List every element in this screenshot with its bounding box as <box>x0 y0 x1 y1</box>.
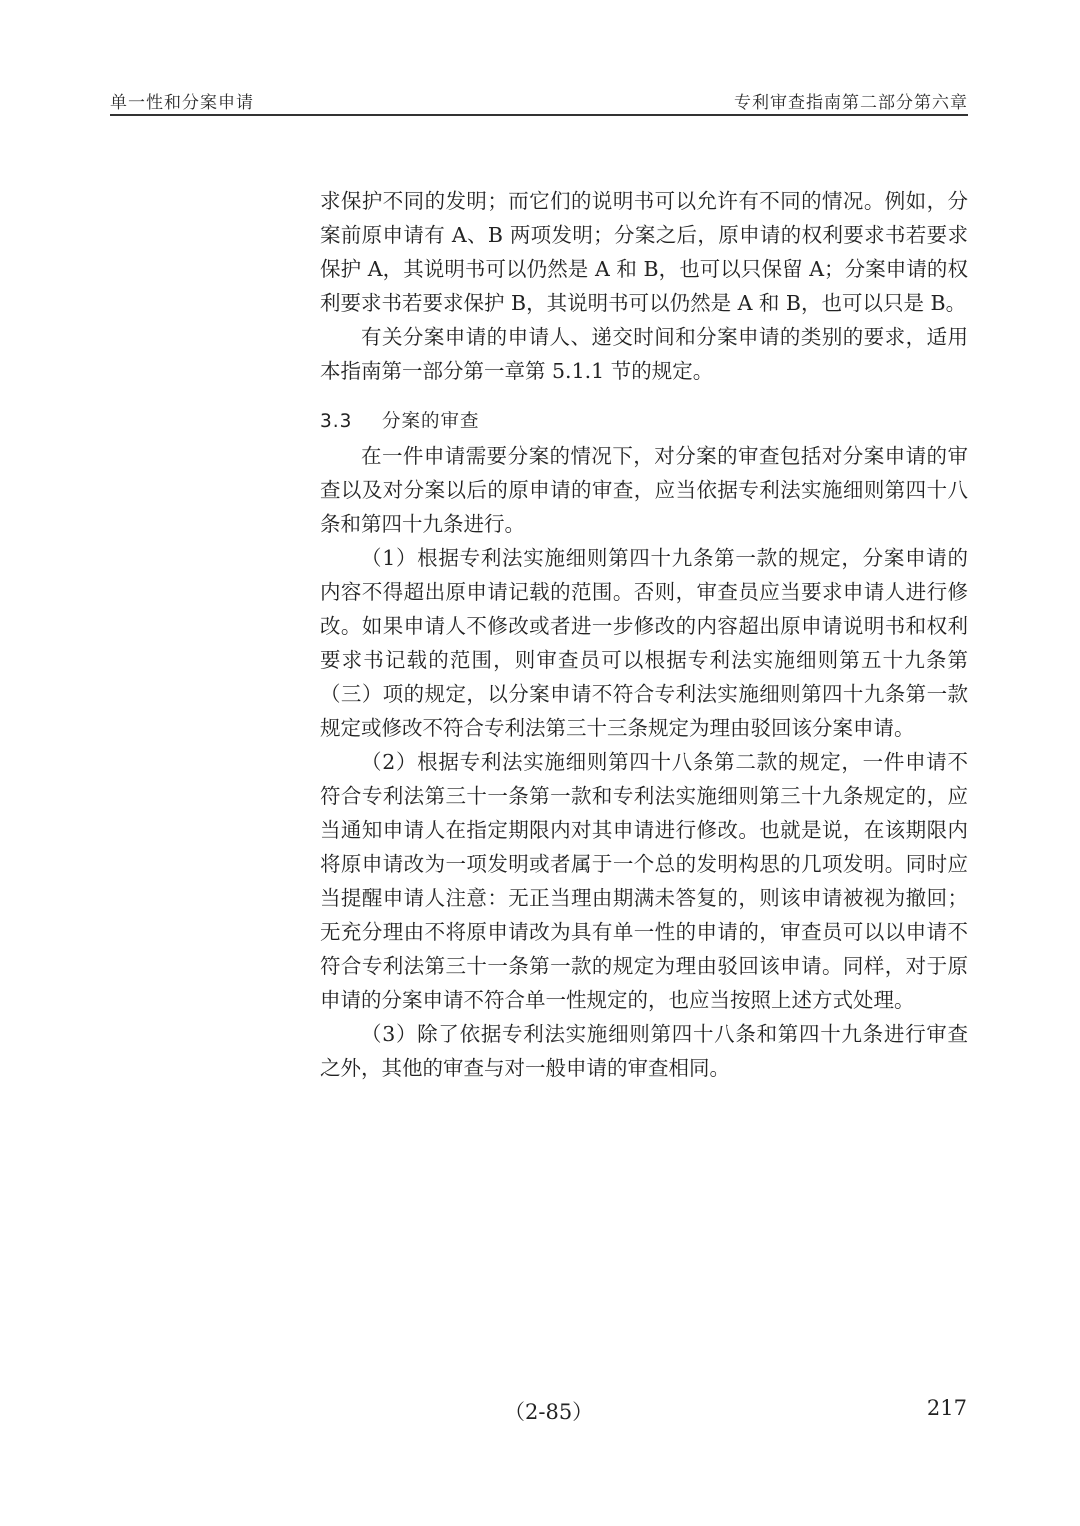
section-heading <box>320 405 968 439</box>
section-number: 3.3 <box>320 411 353 432</box>
paragraph: （3）除了依据专利法实施细则第四十八条和第四十九条进行审查之外，其他的审查与对一般申请的审查相同。 <box>320 1022 968 1080</box>
running-header <box>110 88 968 116</box>
paragraph: 有关分案申请的申请人、递交时间和分案申请的类别的要求，适用本指南第一部分第一章第 5.1.1 节的规定。 <box>320 325 968 383</box>
paragraph-continued: 求保护不同的发明；而它们的说明书可以允许有不同的情况。例如，分案前原申请有 A、B 两项发明；分案之后，原申请的权利要求书若要求保护 A，其说明书可以仍然是 A 和 B，也可以只保留 A；分案申请的权利要求书若要求保护 B，其说明书可以仍然是 A 和 B，也可以只是 B。 <box>320 189 968 315</box>
paragraph: （2）根据专利法实施细则第四十八条第二款的规定，一件申请不符合专利法第三十一条第一款和专利法实施细则第三十九条规定的，应当通知申请人在指定期限内对其申请进行修改。也就是说，在该期限内将原申请改为一项发明或者属于一个总的发明构思的几项发明。同时应当提醒申请人注意：无正当理由期满未答复的，则该申请被视为撤回；无充分理由不将原申请改为具有单一性的申请的，审查员可以以申请不符合专利法第三十一条第一款的规定为理由驳回该申请。同样，对于原申请的分案申请不符合单一性规定的，也应当按照上述方式处理。 <box>320 750 968 1012</box>
footer-section-page: （2-85） <box>504 1400 594 1424</box>
header-chapter-title: 单一性和分案申请 <box>110 93 254 113</box>
paragraph: 在一件申请需要分案的情况下，对分案的审查包括对分案申请的审查以及对分案以后的原申请的审查，应当依据专利法实施细则第四十八条和第四十九条进行。 <box>320 444 968 536</box>
page-body <box>320 184 968 1085</box>
paragraph: （1）根据专利法实施细则第四十九条第一款的规定，分案申请的内容不得超出原申请记载的范围。否则，审查员应当要求申请人进行修改。如果申请人不修改或者进一步修改的内容超出原申请说明书和权利要求书记载的范围，则审查员可以根据专利法实施细则第五十九条第（三）项的规定，以分案申请不符合专利法实施细则第四十九条第一款规定或修改不符合专利法第三十三条规定为理由驳回该分案申请。 <box>320 546 968 740</box>
header-book-title: 专利审查指南第二部分第六章 <box>734 93 968 113</box>
section-title: 分案的审查 <box>382 411 480 432</box>
footer-page-number: 217 <box>926 1396 967 1420</box>
